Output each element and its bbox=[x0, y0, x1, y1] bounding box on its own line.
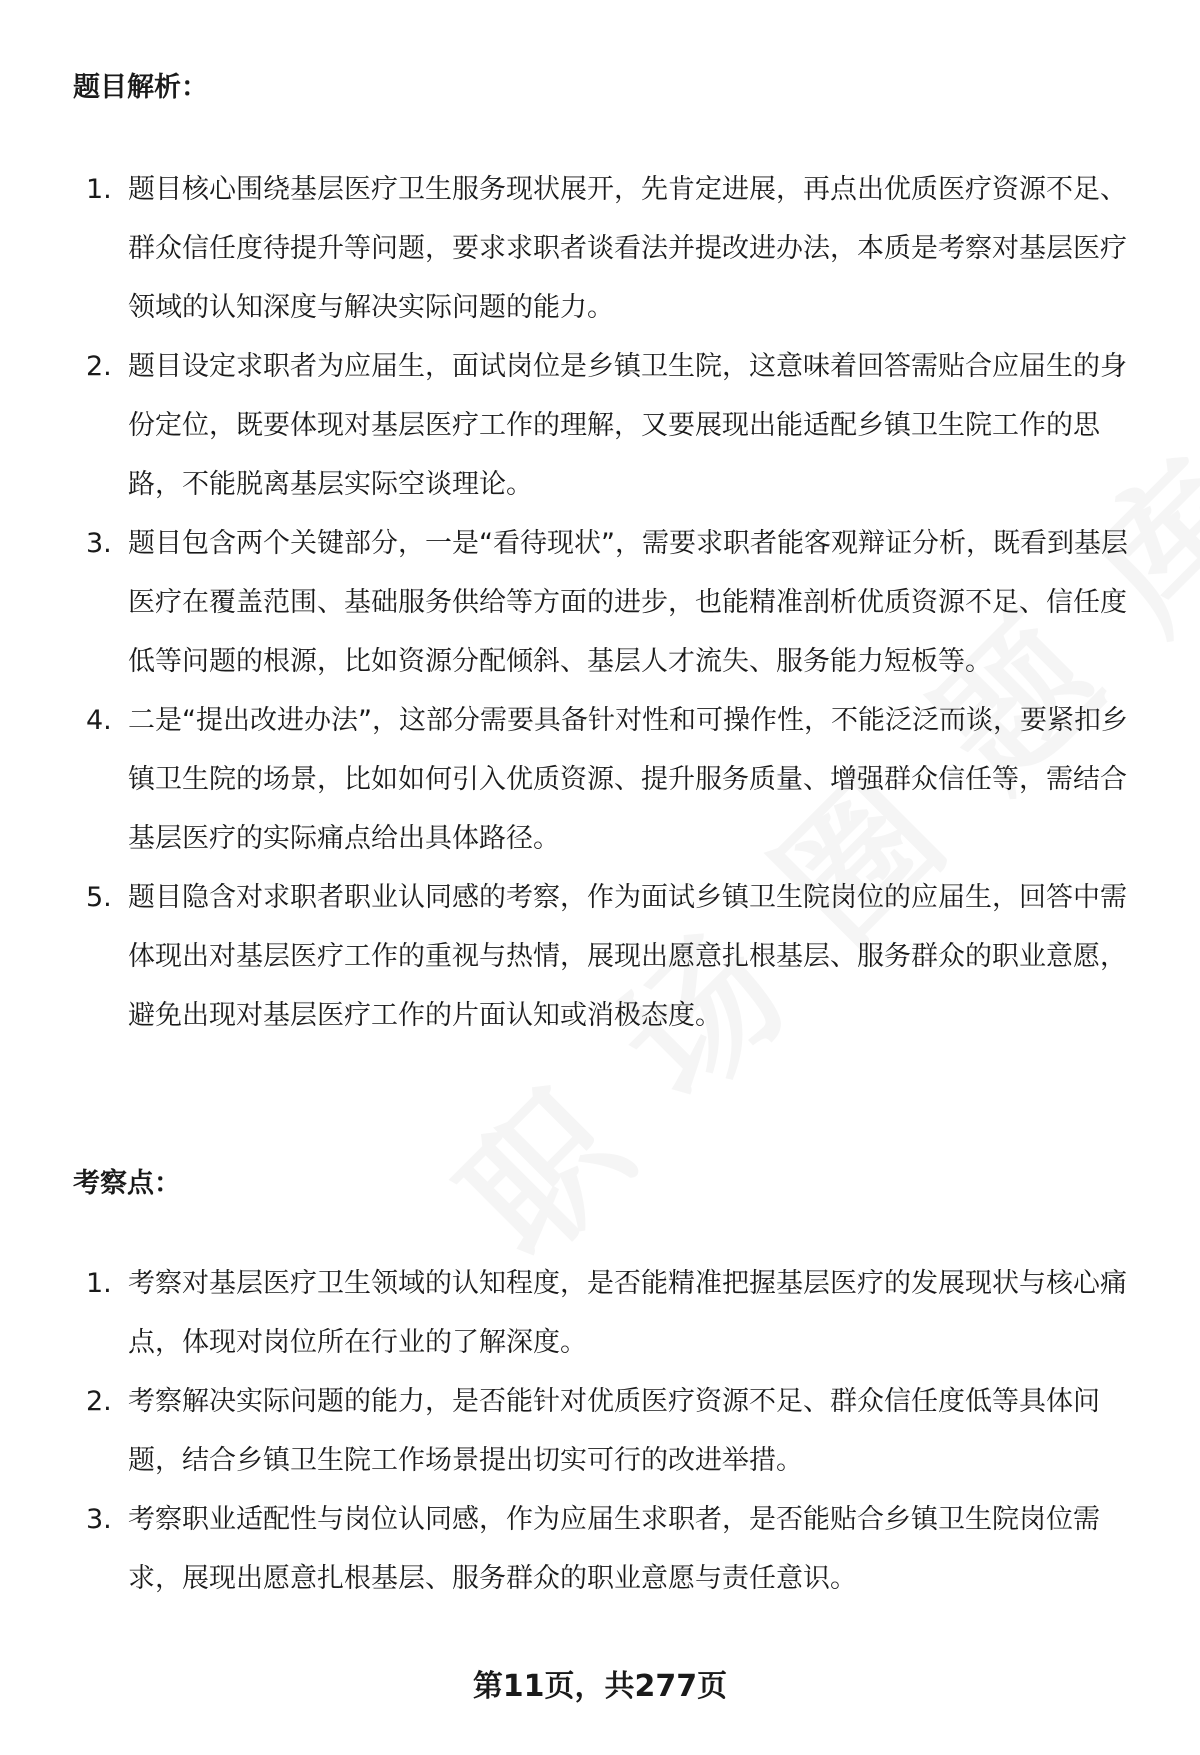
list-item-number: 2. bbox=[86, 351, 112, 382]
list-item-number: 5. bbox=[86, 882, 112, 913]
list-item bbox=[0, 160, 1200, 337]
section-title-analysis: 题目解析： bbox=[73, 72, 208, 103]
list-item bbox=[0, 1490, 1200, 1608]
list-item-number: 1. bbox=[86, 1268, 112, 1299]
list-item-text: 考察职业适配性与岗位认同感，作为应届生求职者，是否能贴合乡镇卫生院岗位需求，展现出愿意扎根基层、服务群众的职业意愿与责任意识。 bbox=[128, 1504, 1100, 1594]
list-item-text: 二是“提出改进办法”，这部分需要具备针对性和可操作性，不能泛泛而谈，要紧扣乡镇卫生院的场景，比如如何引入优质资源、提升服务质量、增强群众信任等，需结合基层医疗的实际痛点给出具体路径。 bbox=[128, 705, 1128, 854]
list-item bbox=[0, 868, 1200, 1045]
section-title-assessment-points: 考察点： bbox=[73, 1168, 181, 1199]
assessment-points-list bbox=[0, 1254, 1200, 1608]
analysis-list bbox=[0, 160, 1200, 1045]
list-item-number: 3. bbox=[86, 528, 112, 559]
page-number-footer: 第11页，共277页 bbox=[472, 1669, 728, 1704]
list-item-number: 1. bbox=[86, 174, 112, 205]
list-item bbox=[0, 691, 1200, 868]
list-item-number: 2. bbox=[86, 1386, 112, 1417]
list-item-text: 题目设定求职者为应届生，面试岗位是乡镇卫生院，这意味着回答需贴合应届生的身份定位，既要体现对基层医疗工作的理解，又要展现出能适配乡镇卫生院工作的思路，不能脱离基层实际空谈理论。 bbox=[128, 351, 1127, 500]
list-item-text: 题目隐含对求职者职业认同感的考察，作为面试乡镇卫生院岗位的应届生，回答中需体现出对基层医疗工作的重视与热情，展现出愿意扎根基层、服务群众的职业意愿，避免出现对基层医疗工作的片面认知或消极态度。 bbox=[128, 882, 1127, 1031]
list-item-number: 3. bbox=[86, 1504, 112, 1535]
list-item bbox=[0, 1254, 1200, 1372]
list-item-text: 题目核心围绕基层医疗卫生服务现状展开，先肯定进展，再点出优质医疗资源不足、群众信任度待提升等问题，要求求职者谈看法并提改进办法，本质是考察对基层医疗领域的认知深度与解决实际问题的能力。 bbox=[128, 174, 1127, 323]
list-item-number: 4. bbox=[86, 705, 112, 736]
list-item bbox=[0, 337, 1200, 514]
list-item bbox=[0, 514, 1200, 691]
list-item bbox=[0, 1372, 1200, 1490]
list-item-text: 考察对基层医疗卫生领域的认知程度，是否能精准把握基层医疗的发展现状与核心痛点，体现对岗位所在行业的了解深度。 bbox=[128, 1268, 1127, 1358]
list-item-text: 题目包含两个关键部分，一是“看待现状”，需要求职者能客观辩证分析，既看到基层医疗在覆盖范围、基础服务供给等方面的进步，也能精准剖析优质资源不足、信任度低等问题的根源，比如资源分配倾斜、基层人才流失、服务能力短板等。 bbox=[128, 528, 1128, 677]
list-item-text: 考察解决实际问题的能力，是否能针对优质医疗资源不足、群众信任度低等具体问题，结合乡镇卫生院工作场景提出切实可行的改进举措。 bbox=[128, 1386, 1100, 1476]
